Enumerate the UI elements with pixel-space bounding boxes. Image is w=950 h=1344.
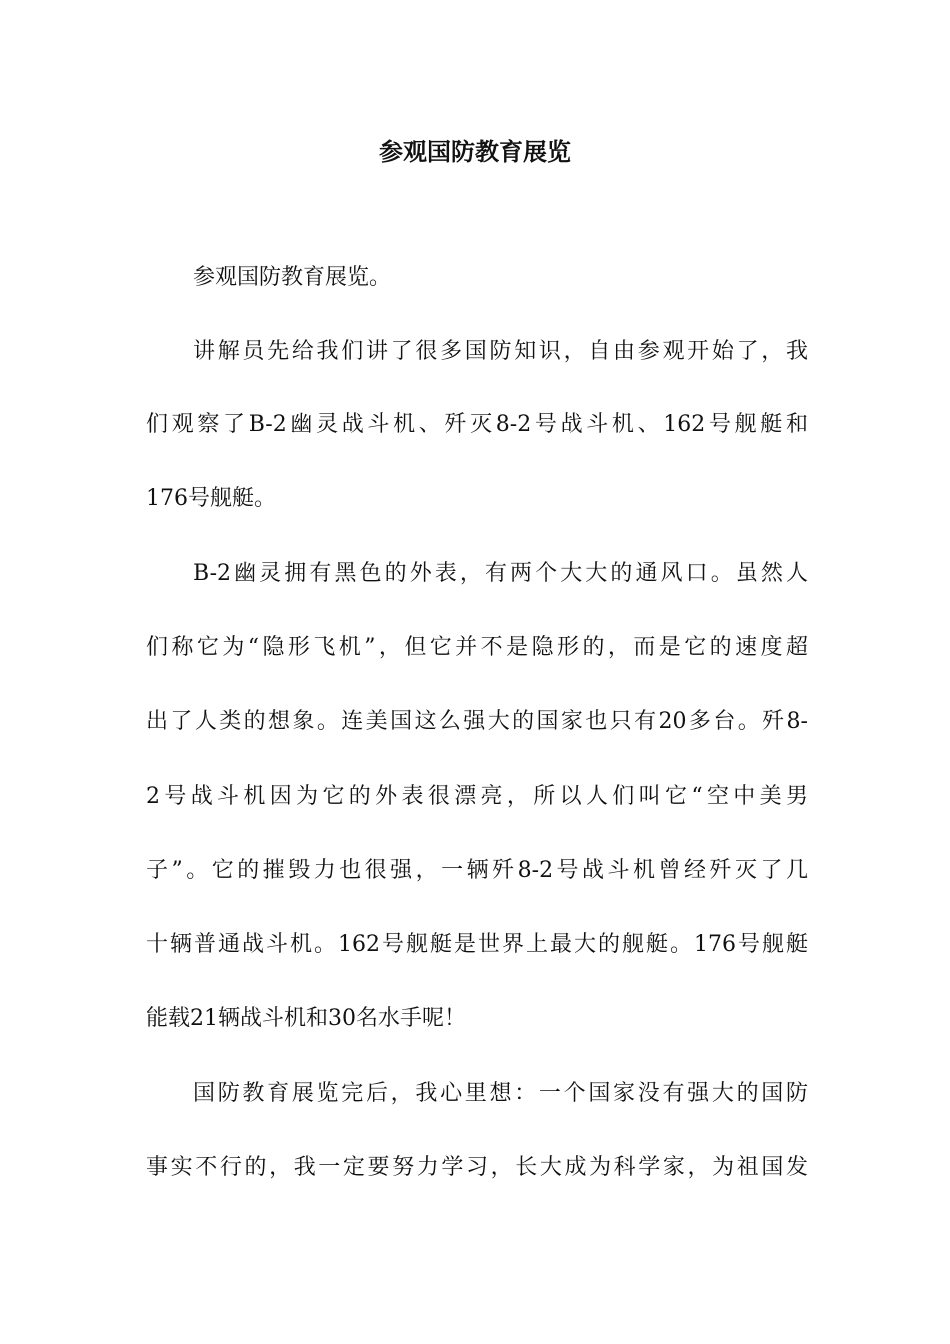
paragraph-1-line-1: 参观国防教育展览。: [193, 265, 392, 290]
paragraph-3-line-5: 子”。它的摧毁力也很强，一辆歼8-2号战斗机曾经歼灭了几: [146, 858, 808, 883]
paragraph-3-line-3: 出了人类的想象。连美国这么强大的国家也只有20多台。歼8-: [146, 709, 808, 734]
paragraph-3-line-2: 们称它为“隐形飞机”，但它并不是隐形的，而是它的速度超: [146, 635, 808, 660]
paragraph-4-line-1: 国防教育展览完后，我心里想：一个国家没有强大的国防: [193, 1081, 808, 1106]
paragraph-4-line-2: 事实不行的，我一定要努力学习，长大成为科学家，为祖国发: [146, 1155, 808, 1180]
paragraph-2-line-1: 讲解员先给我们讲了很多国防知识，自由参观开始了，我: [193, 339, 808, 364]
paragraph-3-line-4: 2号战斗机因为它的外表很漂亮，所以人们叫它“空中美男: [146, 784, 808, 809]
paragraph-2-line-2: 们观察了B-2幽灵战斗机、歼灭8-2号战斗机、162号舰艇和: [146, 412, 808, 437]
paragraph-3-line-7: 能载21辆战斗机和30名水手呢！: [146, 1006, 466, 1031]
paragraph-3-line-1: B-2幽灵拥有黑色的外表，有两个大大的通风口。虽然人: [193, 561, 808, 586]
paragraph-2-line-3: 176号舰艇。: [146, 486, 276, 511]
document-title: 参观国防教育展览: [379, 137, 571, 166]
paragraph-3-line-6: 十辆普通战斗机。162号舰艇是世界上最大的舰艇。176号舰艇: [146, 932, 808, 957]
